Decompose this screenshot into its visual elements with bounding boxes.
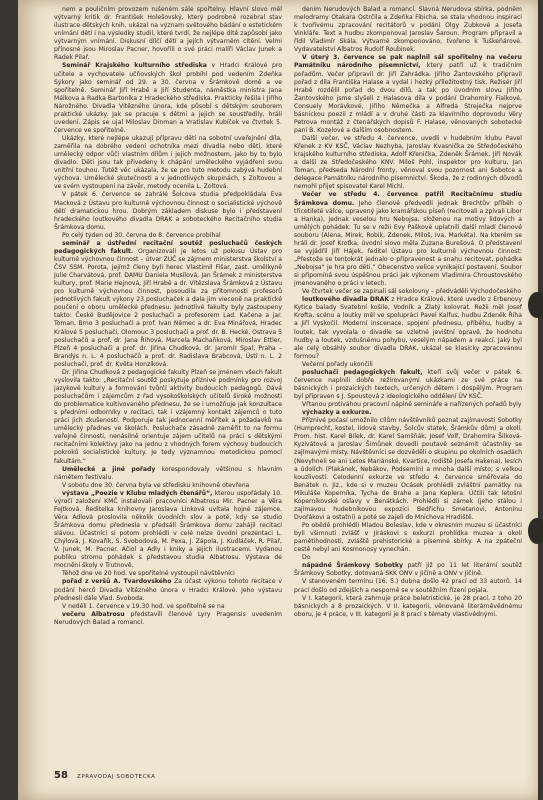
paragraph-text: Organizovali je letos už pokusu Ústav pro kulturně výchovnou činnost – útvar ZUČ se zájmem ministerstva školství a ČSV SSM. Porota, jejímž členy byli herec Vlastimil Fišar, zast. umělkyně Julie Charvátová, prof. DAMU Daniela Musílová, Jan Šrámek z ministerstva kultury, prof. Marie Hejnová, Jiří Hrabě a dr. Vítězslava Šrámková z Ústavu pro kulturně výchovnou činnost, posoudila za přítomnosti profesorů jednotlivých fakult výkony 23 posluchaček a dala jim vieceně na praktické poučení o oboru umělecké přednesu. Jednotlivé fakulty byly zastoupeny takto: České Budějovice 2 posluchači a profesorem Lad. Kačena a jar. Toman, Brno 3 posluchači a prof. Ivan Němec a dr. Eva Minářová, Hradec Králové 5 posluchači, Olomouc 3 posluchači a prof. dr. B. Hecké, Ostrava 5 posluchačů a prof. dr. Jana Říhová, Marcela Machaňková, Miroslav Ettler, Plzeň 4 posluchači a prof. dr. Jiřina Chudková, dr. Jaromír Spal, Praha – Brandýs n. L. 4 posluchačů a prof. dr. Radislava Brabcová, Ústí n. L. 2 posluchači, prof. dr. Květa Honzíková. — [54, 247, 282, 368]
paragraph — [54, 578, 282, 602]
paragraph — [294, 401, 522, 409]
paragraph — [294, 6, 522, 54]
bold-lead: nápadné Šrámkovy Sobotky — [302, 562, 403, 570]
magazine-page — [18, 0, 538, 800]
paragraph-text: Dr. Jiřina Chudková z pedagogické fakulty Plzeň se jménem všech fakult vyslovila takto: „Recitační soutěž poskytuje příznivé podmínky pro rozvoj jazykové kultury a formování tvůrčí aktivity budoucích pedagogů. Dává posluchačům i zájemcům z řad vysokoškolských učitelů široké možnosti do problematice kultivovaného přednesu, že se i umožňuje jak konzultace s předními odborníky v recitaci, tak i vzájemný kontakt zájemců o tuto práci jich zkušeností. Podporuje tak jednocenní měřítek a požadavků na umělecký přednes ve školách. Posluchače zásadně zaměřit to na formu veřejné činnosti, nenásilně orientuje zájem učitelů na práci s dětskými recitačními kolektivy jako na jednu z vhodných forem výchovy budoucích pokroků socialistické kultury. Je tedy významnou metodickou pomocí fakultám.“ — [54, 368, 282, 465]
bold-lead: výstava „Poezie v Klubu mladých čtenářů“, — [62, 489, 213, 497]
right-text-column — [294, 6, 522, 758]
paragraph — [54, 135, 282, 191]
paragraph-text: Večerní pořady ukončili — [302, 360, 373, 368]
paragraph — [294, 191, 522, 288]
paragraph-text: Příznivé počasí umožnilo cílům návštěvníků poznat zajímavosti Sobotky (Humprecht, kostel, lidové stavby, Šolcův statek, Šrámkův dům) a okolí. Prom. hist. Karel Bílek, dr. Karel Samšňák, Josef Volf, Drahomíra Šilková-Kyzivátová a Jaroslav Šimůnek dovedli poutavě seznámit účastníky se zajímavými místy. Návštěvníci se dozvěděli o skupinu po okolních osadách (Nevyhneli se ani Letos Mariánské, Kvartice, rodiště Josefa Hakena), lesích a údolích (Plakánek, Nebákov, Podsemín) a mnoha další místo; s velkou kouzlivostí. Celodenní exkurze ve středu 4. července směřovala do Benátek n. Jiz., kde si v muzeu Ocásek prohlédli zvláštní památky na Mikuláše Koperníka, Tycha de Brahe a Jana Keplera. Účtili tak letošní Koperníkovské oslavy v Benátkách. Prohlédli si zámek (jeho stálou i zajímavou hudebníkovou expozici Bedřichu Smetanovi, Antonínu Dvořákovi a ostatní) a poté se zajeli do Mnichova Hradiště. — [294, 417, 522, 521]
page-footer — [54, 763, 294, 781]
paragraph-text: Do — [302, 554, 311, 562]
paragraph — [294, 135, 522, 191]
paragraph-text: patří již po 11 let literární soutěž Šrámkovy Sobotky, dotovaná SKK ONV v Jičíně a ONV v Jičíně. — [294, 562, 522, 578]
paragraph — [294, 409, 522, 417]
paragraph-text: který patří už k tradičním pořadům. Večer připravil dr. Jiří Zahrádka. Jiřího Žantovského připravil pořad z díla Františka Halase a vydal i hezký příležitostný tisk. Režisér Jiří Hrabě rozdělil pořad do dvou dílů, a tak po úvodním slovu Jiřího Žantovského jsme slyšeli z Halasova díla v podání Drahomíry Fialkové, Consuely Morávkové, Jiřího Němečka a Alfreda Streječka nejprve básnickou poezii z mládí a v druhé části za klavírního doprovodu Věry Petrova montáž z čtenářských dopisů F. Halase, věnovaných sobotecké paní B. Kozelové a dalším osobnostem. — [294, 62, 522, 134]
bold-lead: Seminář Krajského kulturního střediska — [62, 62, 207, 70]
magazine-name: ZPRAVODAJ SOBOTECKA — [77, 774, 156, 780]
left-text-column — [54, 6, 282, 758]
paragraph — [54, 466, 282, 482]
paragraph-text: Ukázky, které nejlépe ukazují přípravu dětí na sobotní uveřejnění díla, zaměřila na dobrého vedení ochotníka mezi divadla nebo dětí, které umělecký odpor vůči vlastním dílům i jejich možnostem, jako by to bylo divadlo. Děti jsou tak přivedeny k chápání uměleckého vyjádření svou vnitřní touhou. Tutéž věc ukázala, že se pro tuto metodu zabývá hudební výchova. Umělecké skutečnosti a v jednotlivých skupinách, s Zoltovou a ve svém vystoupení na závěr, metody ocenila L. Zoltová. — [54, 135, 282, 191]
paragraph — [54, 482, 282, 490]
paragraph-text: Vřtanou protiváhou pracovní náplně semináře a nařízených pořadů byly — [302, 401, 522, 409]
bold-lead: Večer ve středu 4. července patřil Recitačnímu studiu Šrámkova domu. — [294, 191, 522, 207]
paragraph-text: Téhož dne ve 20 hod. ve spořitelně vystoupil návštěvníci — [62, 570, 235, 578]
paragraph — [294, 417, 522, 522]
paragraph-text: Po celý týden od 30. června do 8. července probíhal — [62, 231, 221, 239]
bold-lead: pořad z veršů A. Tvardovského — [62, 578, 172, 586]
paragraph — [54, 62, 282, 135]
paragraph — [294, 595, 522, 619]
bold-lead: seminář a ústřední recitační soutěž posluchačů českých pedagogických fakult. — [54, 239, 282, 255]
paragraph-text: z Hradce Králové, které uvedlo z Erbenovy Kytice balady Svatební košile, Vodník a Zlatý kolovrat. Režii měl Josef Krofta, scénu a loutky měl ve spolupráci Pavel Kalfus, hudbu Zdeněk Říha a Jiří Vyskočil. Moderní inscenace, spojení přednesu, příběhu, hudby a loutek, tak vyvolala o divadle se vzletné jevištní opravě, že hodnotu hudby a loutek, vzdušnému pohybu, veselým nápadem a reakcí. Jaký byl ale celý obsáhlý soubor divadla DRAK, ukázal se klasicky zpracovanou formou? — [294, 296, 522, 360]
paragraph — [54, 369, 282, 466]
paragraph — [54, 232, 282, 240]
paragraph-text: Po obědě prohlédli Mladou Boleslav, kde v okresním muzeu si účastníci byli všimnuti zvlášť v Jiráskovi s exkurzi prohlídka muzea a okolí pamětihodnosti, zvláště prehistorické a písemné sbírky. A na zpáteční cestě nebyl ani Kosmonosy vynechán. — [294, 522, 522, 554]
binder-hole-bottom — [528, 518, 543, 544]
paragraph-text: korespondovaly většinou s hlavním námětem festivalu. — [54, 465, 282, 481]
paragraph — [54, 603, 282, 611]
paragraph — [294, 54, 522, 135]
paragraph — [294, 522, 522, 554]
paragraph — [54, 191, 282, 231]
bold-lead: V úterý 3. července se pak naplnil sál spořitelny na večeru Památníku národního písemnictví, — [294, 54, 522, 70]
paragraph-text: V pátek 6. července se zahrálé Šolcova studia předpokládala Eva Macková z Ústavu pro kulturně výchovnou činnost o socialistické výchově dětí dramatickou hrou. Dobrým základem diskuse bylo i představení hradeckého loutkového divadla DRAK a soboteckého Recitačního studia Šrámkova domu. — [54, 191, 282, 231]
binder-hole-top — [528, 292, 543, 318]
bold-lead: posluchači pedagogických fakult, — [302, 368, 423, 376]
paragraph-text: V neděli 1. července v 19.30 hod. ve spořitelně se na — [62, 602, 225, 610]
paragraph-text: kteří svůj večer v pátek 6. července naplnili dobře režírovanými ukázkami ze své práce na básnických i prozaických textech, určených dětem i dospělým. Program byl připraven s J. Spoustová z ideologického oddělení ÚV KSČ. — [294, 368, 522, 400]
paragraph — [294, 296, 522, 361]
paragraph-text: Další večer, ve středu 4. července, uvedli v hudebním klubu Pavel Křenek z KV KSČ, Václav Nezhyba, Jaroslav Kvasnička ze Středočeského krajského kulturního střediska, Adolf Křenička, Zdeněk Šrámek, Jiří Novák a další ze Středočeského KNV. Miloš Pohl, inspektor pro kulturu, Jan Toman, předseda Národní fronty, věnoval svou pozornost ani Sobotce a delegace Památníku národního písemnictví. Škoda, že z rodinných důvodů nemohl přijet spisovatel Karel Michl. — [294, 135, 522, 191]
paragraph — [294, 562, 522, 578]
paragraph-text: Ve čtvrtek večer se zapínali sál sokolovny – předváděli Východočeského — [302, 288, 522, 296]
paragraph — [54, 6, 282, 62]
paragraph-text: v Hradci Králové pro učitele a vychovatele učňovských škol probíhl pod vedením Zdeňka Sýkory jako seminář od 29. a 30. června v Šrámkově domě a ve spořitelně. Seminář Jiří Hrabě a Jiří Studenta, náměstka ministra Jana Málkova a Radka Bartoníka z Hradeckého střediska. Prakticky řešila i Jiřího Nárožného. Divadla Vítězného února, kde působí s dětským souborem praktické ukázky. Jak se pracuje s dětmi a jejich se soustředily, hráli uvedení. Zápis se ujal Miloslav Dinman a Vratislav Kubíček ve čtvrtek 5. července ve spořitelně. — [54, 62, 282, 134]
paragraph-text: denim Nerudových Balad a romancí. Slavná Nerudova sbírka, podněm melodramy Otakara Ostrčila a Zdeňka Fibicha, se stala vhodnou inspirací k tvořivému zpracování recitátorů v podání Olgy Zubkové a Josefa Vinkláře. Text a hudbu zkomponoval Jaroslav Šaroun. Program připravil a řídil Vladimír Skála. Výtvarné zkomponováno, tvořeno k Tuškeňárové. Vydavatelství Albatros Rudolf Roubinek. — [294, 6, 522, 54]
paragraph — [54, 490, 282, 571]
bold-lead: večeru Albatrosu — [62, 610, 125, 618]
bold-lead: výchazky a exkurze. — [302, 409, 372, 417]
paragraph-text: představili členové Lyry Pragensis uvedením Nerudových Balad a romancí. — [54, 610, 282, 626]
paragraph — [54, 611, 282, 627]
paragraph-text: V I. kategorii, která zahrnuje práce beletristické, je 28 prací, z toho 20 básnických a 8 prozaických. V II. kategorii, věnované literárněvědnému oboru, je 4 práce, v III. kategorii je 8 prací s tématy vlastivědnými. — [294, 594, 522, 618]
page-number: 58 — [54, 770, 68, 781]
paragraph — [54, 240, 282, 369]
paragraph-text: Jeho členové předvedli jednak Brechtův příběh o třicetileté válce, upravený jako kramářskou píseň (recitovali a zpívali Libor a Hanka), jednak veselou hru Nebojsa, složenou na motivy lidových a umělých pohádek. Tu se v režii Evy Paškové uplatnili další mladí členové souboru (Alena, Mirek, Robik, Zdenek, Miloš, Iva, Markéta). Na kterém se hráli dr. Josef Kroťka, úvodní slovo měla Zuzana Burešová. O představení se vyjádřil Jiří Hájek, ředitel Ústavu pro kulturně výchovnou činnost: „Přestože se tentokrát jednalo o připravenost a snahu recitovat, pohádka „Nebojsa“ je hra pro děti.“ Obecenstvo velice vynikající postavení. Soubor si připomíná svou úspěšnou práci jak výkonem Vladimíra Chroustovského jmenovaného o práci v letech. — [294, 199, 522, 288]
paragraph-text: V sobotu dne 30. června byla ve středisku knihovně otevřena — [62, 481, 250, 489]
paragraph — [294, 361, 522, 369]
paragraph — [294, 369, 522, 401]
bold-lead: Umělecké a jiné pořady — [62, 465, 156, 473]
bold-lead: loutkového divadla DRAK — [302, 296, 390, 304]
paragraph — [294, 578, 522, 594]
paragraph-text: nem a pouličním provozem rušeném sále spořtelny. Hlavní slovo měl výtvarný kritik dr. František Holešovský, který podrobně rozebral stav ilustrace dětských knih, ukázal na význam světového bádání o estetickém vnímání dětí i na výsledky studií, které tvrdí, že nejlépe dítě zapůsobí jako výtvarným vnímání. Diskusní dílčí dětí a jejích výtvarném cítění. Velmi přínosné jsou Miroslav Pacner, hovořili o své práci malíři Václav Junek a Radek Pilař. — [54, 6, 282, 62]
paragraph-text: V stanoveném termínu (16. 5.) dubna došlo 42 prací od 33 autorů. 14 prací došlo od zdejšich a nesporně se v soutěžním řízení pojala. — [294, 578, 522, 594]
paragraph-text: kterou uspořádaly 10. výročí založení KMČ instalovali pracovníci Albatrosu Mir. Pacner a Věra Fejtková. Ředitelka knihovny Jaroslava Linková uvítala hojné zájemce. Věra Adlová proslovila několik úvodních slov a poté, kdy se studio Šrámkova domu přednesla v předsálí Šrámkova domu zahájil recitací slávou. Účastníci si potom prohlédli v celé nelze úvodní prezentaci L. Chýlová, J. Kovařík, S. Svobodová, M. Pexa, J. Zápola, J. Kudláček, R. Pilař, V. Junek, M. Pacner. Ačiol a Adly i kniky a jejich ilustracemi. Vydanou publiku stromu pohádek s představou studia Albatrosu. Výstava de mocnění školy v Trutnově. — [54, 489, 282, 570]
paragraph-text: Za účast výkonu tohoto recitace v podání herců Divadla Vítězného února v Hradci Králové. Jeho výstavu přednesli dále Vlad. Svoboda. — [54, 578, 282, 602]
